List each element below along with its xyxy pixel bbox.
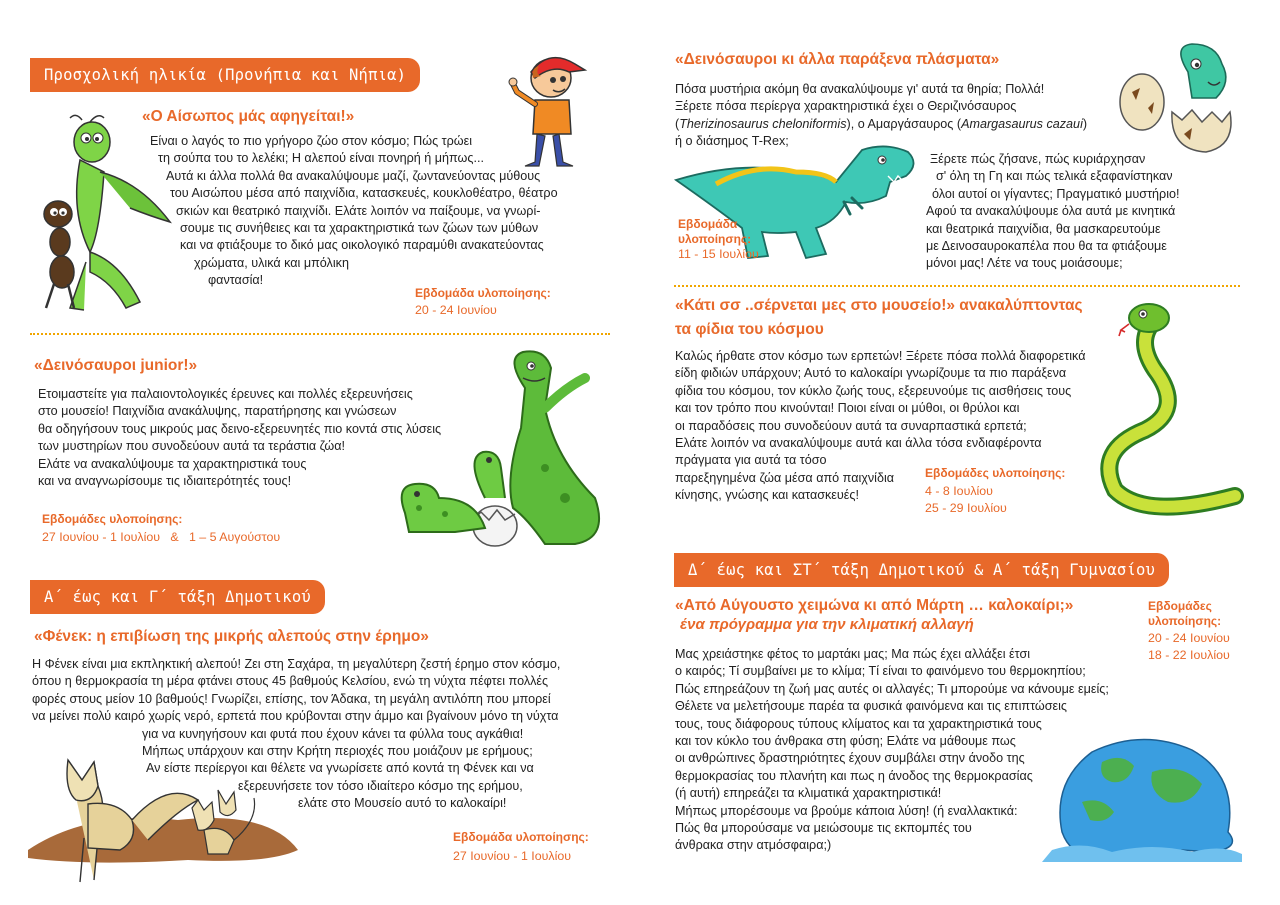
dino-junior-week-label: Εβδομάδες υλοποίησης: (42, 512, 183, 526)
climate-week-dates: 18 - 22 Ιουλίου (1148, 648, 1230, 662)
aesop-line: Είναι ο λαγός το πιο γρήγορο ζώο στον κόσμο; Πώς τρώει (150, 134, 473, 148)
climate-week-dates: 20 - 24 Ιουνίου (1148, 631, 1230, 645)
aesop-line: Αυτά κι άλλα πολλά θα ανακαλύψουμε μαζί, ζωντανεύοντας μύθους (166, 168, 541, 183)
aesop-line: χρώματα, υλικά και μπόλικη (194, 255, 349, 270)
melting-earth-illustration (1042, 732, 1247, 862)
fennec-line: όπου η θερμοκρασία τη μέρα φτάνει στους 45 βαθμούς Κελσίου, ενώ τη νύχτα πέφτει πολλές (32, 674, 549, 689)
climate-line: Θέλετε να μελετήσουμε παρέα τα φυσικά φαινόμενα και τις επιπτώσεις (675, 699, 1067, 714)
fennec-week-label: Εβδομάδα υλοποίησης: (453, 830, 589, 844)
snakes-line: πράγματα για αυτά τα τόσο (675, 453, 827, 468)
climate-subtitle: ένα πρόγραμμα για την κλιματική αλλαγή (680, 616, 974, 633)
snakes-title-line-1: «Κάτι σσ ..σέρνεται μες στο μουσείο!» ανακαλύπτοντας (675, 297, 1083, 314)
divider (674, 285, 1240, 287)
aesop-title: «Ο Αίσωπος μάς αφηγείται!» (142, 108, 355, 125)
snake-illustration (1085, 300, 1250, 520)
snakes-text (675, 348, 1085, 505)
snakes-line: κίνησης, γνώσης και κατασκευές! (675, 488, 859, 503)
dino-junior-line: Ελάτε να ανακαλύψουμε τα χαρακτηριστικά τους (38, 456, 307, 471)
fennec-title: «Φένεκ: η επιβίωση της μικρής αλεπούς στην έρημο» (34, 628, 429, 645)
climate-line: (ή αυτή) επηρεάζει τα κλιματικά χαρακτηριστικά! (675, 786, 942, 801)
fennec-line: φορές στους μείον 10 βαθμούς! Γνωρίζει, επίσης, τον Άδακα, τη μεγάλη αντιλόπη που μπορεί (32, 691, 551, 706)
dino-junior-line: των μυστηρίων που συνοδεύουν αυτά τα τεράστια ζώα! (38, 439, 345, 454)
climate-line: Μήπως μπορέσουμε να βρούμε κάποια λύση! (ή εναλλακτικά: (675, 803, 1018, 818)
climate-line: ο καιρός; Τί συμβαίνει με το κλίμα; Τί είναι το φαινόμενο του θερμοκηπίου; (675, 664, 1086, 679)
climate-line: Πώς επηρεάζουν τη ζωή μας αυτές οι αλλαγές; Τι μπορούμε να κάνουμε εμείς; (675, 681, 1109, 696)
climate-line: οι ανθρώπινες δραστηριότητες έχουν συμβάλει στην άνοδο της (675, 751, 1025, 766)
dino-junior-line: θα οδηγήσουν τους μικρούς μας δεινο-εξερευνητές πιο κοντά στις λύσεις (38, 421, 442, 436)
dino-junior-text (38, 386, 441, 490)
banner-preschool: Προσχολική ηλικία (Προνήπια και Νήπια) (30, 58, 420, 92)
latin-name: Therizinosaurus cheloniformis (679, 116, 847, 131)
fennec-line: ελάτε στο Μουσείο αυτό το καλοκαίρι! (298, 796, 507, 811)
dino-strange-text-top (675, 81, 1087, 151)
dino-junior-line: Ετοιμαστείτε για παλαιοντολογικές έρευνες και πολλές εξερευνήσεις (38, 387, 413, 401)
climate-line: Μας χρειάστηκε φέτος το μαρτάκι μας; Μα πώς έχει αλλάξει έτσι (675, 647, 1031, 661)
dino-strange-week-label: υλοποίησης: (678, 232, 752, 246)
dino-strange-side-line: με Δεινοσαυροκαπέλα που θα τα φτιάξουμε (926, 239, 1167, 254)
aesop-line: σκιών και θεατρικό παιχνίδι. Ελάτε λοιπόν να παίξουμε, να γνωρί- (176, 203, 541, 218)
snakes-week-dates: 4 - 8 Ιουλίου (925, 484, 993, 498)
aesop-text (150, 133, 558, 290)
aesop-line: φαντασία! (208, 273, 264, 288)
fennec-line: να μείνει πολύ καιρό χωρίς νερό, ερπετά που κρύβονται στην άμμο και βγαίνουν μόνο τη νύχτα (32, 709, 559, 724)
aesop-week-label: Εβδομάδα υλοποίησης: (415, 286, 551, 300)
dino-strange-line: Πόσα μυστήρια ακόμη θα ανακαλύψουμε γι' αυτά τα θηρία; Πολλά! (675, 82, 1045, 96)
paren: ( (675, 116, 680, 131)
fennec-line: Αν είστε περίεργοι και θέλετε να γνωρίσετε από κοντά τη Φένεκ και να (146, 761, 534, 776)
dino-junior-week-dates: 27 Ιουνίου - 1 Ιουλίου & 1 – 5 Αυγούστου (42, 530, 281, 544)
aesop-line: του Αισώπου μέσα από παιχνίδια, κατασκευές, κουκλοθέατρο, θέατρο (170, 186, 558, 201)
snakes-line: είδη φιδιών υπάρχουν; Αυτό το καλοκαίρι γνωρίζουμε τα πιο παράξενα (675, 366, 1067, 381)
dino-strange-side-line: μόνοι μας! Λέτε να τους μοιάσουμε; (926, 256, 1123, 271)
fennec-week-dates: 27 Ιουνίου - 1 Ιουλίου (453, 849, 572, 863)
dino-junior-line: στο μουσείο! Παιχνίδια ανακάλυψης, παρατήρησης και γνώσεων (38, 404, 397, 419)
dino-strange-line: ή ο διάσημος T-Rex; (675, 134, 789, 149)
fennec-line: εξερευνήσετε τον τόσο ιδιαίτερο κόσμο της ερήμου, (238, 778, 523, 793)
dino-strange-side-line: και θεατρικά παιχνίδια, θα μασκαρευτούμε (926, 221, 1161, 236)
dino-strange-line: Ξέρετε πόσα περίεργα χαρακτηριστικά έχει ο Θεριζινόσαυρος (675, 99, 1017, 114)
latin-name: Amargasaurus cazaui (961, 116, 1083, 131)
fennec-line: Η Φένεκ είναι μια εκπληκτική αλεπού! Ζει στη Σαχάρα, τη μεγαλύτερη ζεστή έρημο στον κόσμο, (32, 657, 561, 671)
climate-week-label: Εβδομάδες (1148, 599, 1212, 613)
dino-strange-week-dates: 11 - 15 Ιουλίου (678, 247, 759, 261)
dino-strange-side-line: Ξέρετε πώς ζήσανε, πώς κυριάρχησαν (930, 152, 1146, 166)
aesop-line: σουμε τις συνήθειες και τα χαρακτηριστικά των ζώων των μύθων (180, 221, 539, 236)
snakes-week-dates: 25 - 29 Ιουλίου (925, 501, 1007, 515)
dino-strange-side-line: όλοι αυτοί οι γίγαντες; Πραγματικό μυστήριο! (932, 186, 1180, 201)
climate-line: άνθρακα στην ατμόσφαιρα;) (675, 838, 832, 853)
dino-strange-species-line (675, 116, 1087, 133)
climate-line: Πώς θα μπορούσαμε να μειώσουμε τις εκπομπές του (675, 821, 972, 836)
climate-title: «Από Αύγουστο χειμώνα κι από Μάρτη … καλοκαίρι;» (675, 597, 1074, 614)
dino-junior-title: «Δεινόσαυροι junior!» (34, 357, 198, 374)
fox-illustration (28, 740, 308, 900)
baby-dino-egg-illustration (1112, 42, 1237, 157)
snakes-line: οι παραδόσεις που συνοδεύουν αυτά τα συναρπαστικά ερπετά; (675, 418, 1027, 433)
dino-junior-line: και να αναγνωρίσουμε τις ιδιαιτερότητές τους! (38, 474, 292, 489)
dino-strange-week-label: Εβδομάδα (678, 217, 738, 231)
climate-week-label: υλοποίησης: (1148, 614, 1222, 628)
fennec-line: για να κυνηγήσουν και φυτά που έχουν κάνει τα φύλλα τους αγκάθια! (142, 726, 524, 741)
snakes-line: Καλώς ήρθατε στον κόσμο των ερπετών! Ξέρετε πόσα πολλά διαφορετικά (675, 349, 1086, 363)
snakes-line: Ελάτε λοιπόν να ανακαλύψουμε αυτά και άλλα τόσα ενδιαφέροντα (675, 436, 1042, 451)
species-mid: ), ο Αμαργάσαυρος ( (846, 116, 962, 131)
green-dinosaurs-illustration (395, 348, 610, 553)
snakes-line: και τον τρόπο που κινούνται! Ποιοι είναι οι μύθοι, οι θρύλοι και (675, 401, 1020, 416)
aesop-week-dates: 20 - 24 Ιουνίου (415, 303, 497, 317)
divider (30, 333, 610, 335)
fennec-line: Μήπως υπάρχουν και στην Κρήτη περιοχές που μοιάζουν με ερήμους; (142, 744, 533, 759)
snakes-line: φίδια του κόσμου, τον κύκλο ζωής τους, εξερευνούμε τις αισθήσεις τους (675, 383, 1072, 398)
snakes-title-line-2: τα φίδια του κόσμου (675, 321, 824, 338)
paren: ) (1082, 116, 1088, 131)
aesop-line: τη σούπα του το λελέκι; Η αλεπού είναι πονηρή ή μήπως... (158, 151, 484, 166)
climate-line: τους, τους διάφορους τύπους κλίματος και τα χαρακτηριστικά τους (675, 716, 1042, 731)
dino-strange-text-side (926, 151, 1180, 273)
snakes-line: παρεξηγημένα ζώα μέσα από παιχνίδια (675, 470, 895, 485)
dino-strange-side-line: σ' όλη τη Γη και πώς τελικά εξαφανίστηκαν (936, 169, 1173, 184)
snakes-week-label: Εβδομάδες υλοποίησης: (925, 466, 1066, 480)
climate-line: και τον κύκλο του άνθρακα στη φύση; Ελάτε να μάθουμε πως (675, 734, 1016, 749)
dino-strange-side-line: Αφού τα ανακαλύψουμε όλα αυτά με κινητικά (926, 204, 1176, 219)
banner-upper-primary: Δ΄ έως και ΣΤ΄ τάξη Δημοτικού & Α΄ τάξη Γυμνασίου (674, 553, 1169, 587)
dino-strange-title: «Δεινόσαυροι κι άλλα παράξενα πλάσματα» (675, 51, 1000, 68)
banner-primary-lower: Α΄ έως και Γ΄ τάξη Δημοτικού (30, 580, 325, 614)
aesop-line: και να φτιάξουμε το δικό μας οικολογικό παραμύθι ανακατεύοντας (180, 238, 544, 253)
climate-line: θερμοκρασίας του πλανήτη και πως η άνοδος της θερμοκρασίας (675, 768, 1033, 783)
